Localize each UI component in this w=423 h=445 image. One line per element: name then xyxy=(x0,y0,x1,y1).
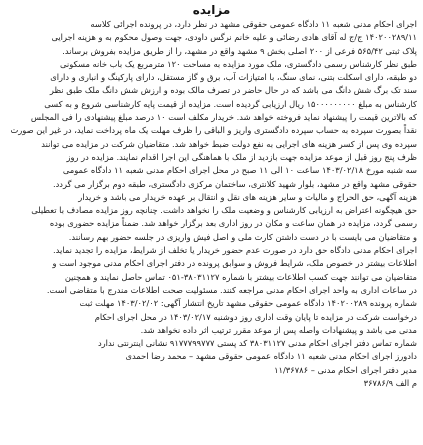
notice-line: اجرای احکام مدنی شعبه ۱۱ دادگاه عمومی حقوقی مشهد در نظر دارد، در پرونده اجرائی کلاسه xyxy=(90,19,417,29)
notice-line: هزینه آگهی، حق الحراج و مالیات و سایر هزینه های نقل و انتقال بر عهده خریدار می باشد و خریدار xyxy=(78,191,417,202)
notice-line: دادورز اجرای احکام مدنی شعبه ۱۱ دادگاه عمومی حقوقی مشهد – محمد رضا احمدی xyxy=(125,351,417,362)
notice-line: درخواست شرکت در مزایده تا پایان وقت اداری روز دوشنبه ۱۴۰۳/۰۲/۱۷ در محل اجرای احکام xyxy=(94,311,417,322)
notice-line: طبق نظر کارشناس رسمی دادگستری، ملک مورد مزایده به مساحت ۱۲۰ مترمربع یک باب خانه مسکونی xyxy=(59,58,417,69)
notice-line: در ساعات اداری به واحد اجرای احکام مدنی مراجعه کنند. مسئولیت صحت اطلاعات مندرج با متقاضی است. xyxy=(46,284,417,295)
notice-line: و متقاضیان می بایست با در دست داشتن کارت ملی و اصل فیش واریزی در جلسه حضور بهم رسانند. xyxy=(68,231,417,242)
notice-line: م الف ۳۶۷۸۶/۹ xyxy=(363,378,417,389)
notice-line: شماره پرونده ۱۴۰۲۰۰۲۸۹ دادگاه عمومی حقوقی مشهد تاریخ انتشار آگهی: ۱۴۰۳/۰۲/۰۲ مهلت ثبت xyxy=(79,298,417,309)
notice-line: حقوقی مشهد واقع در مشهد، بلوار شهید کلانتری، ساختمان مرکزی دادگستری، طبقه دوم برگزار می گردد. xyxy=(52,178,417,189)
notice-line: اطلاعات بیشتر در خصوص ملک، شرایط فروش و سوابق پرونده در دفتر اجرای احکام مدنی موجود است و xyxy=(52,258,417,269)
notice-line: سه شنبه مورخ ۱۴۰۳/۰۲/۱۸ ساعت ۱۰ الی ۱۱ صبح در محل اجرای احکام مدنی شعبه ۱۱ دادگاه عمومی xyxy=(62,165,417,176)
notice-line: سند تک برگ شش دانگ می باشد که در حال حاضر در تصرف مالک بوده و ارزش شش دانگ ملک طبق نظر xyxy=(49,85,417,96)
notice-line: ۱۴۰۲۰۰۲۸۹/۱۱ ج/ج له آقای هادی رضائی و علیه خانم نرگس داودی، جهت وصول محکوم به و هزینه اجرایی xyxy=(51,32,417,43)
notice-line: کارشناس به مبلغ ۱۵۰۰۰۰۰۰۰۰۰ ریال ارزیابی گردیده است. مزایده از قیمت پایه کارشناسی شروع و به کسی xyxy=(44,98,417,109)
notice-line: رسمی گردد، مزایده در همان ساعت و مکان در روز اداری بعد برگزار خواهد شد. ضمناً مزایده حضوری بوده xyxy=(49,218,417,229)
notice-line: ظرف پنج روز قبل از موعد مزایده جهت بازدید از ملک با هماهنگی این اجرا اقدام نمایند. مزایده در روز xyxy=(66,151,417,162)
notice-line: که بالاترین قیمت را پیشنهاد نماید فروخته خواهد شد. خریدار مکلف است ۱۰ درصد مبلغ پیشنهادی را فی المجلس xyxy=(30,112,417,123)
notice-line: حق هیچگونه اعتراض به ارزیابی کارشناس و وضعیت ملک را نخواهد داشت. چنانچه روز مزایده مصادف با تعطیلی xyxy=(31,205,417,216)
notice-title: مزایده xyxy=(192,3,231,17)
notice-line: شماره تماس دفتر اجرای احکام مدنی ۳۸۰۳۱۱۲۷ کد پستی ۹۱۷۷۷۹۹۷۷۷ نشانی اینترنتی ندارد xyxy=(97,338,417,349)
notice-line: متقاضیان می توانند جهت کسب اطلاعات بیشتر با شماره ۳۸۰۳۱۱۲۷-۰۵۱ تماس حاصل نمایند و همچنین xyxy=(64,271,417,282)
notice-line: نقداً بصورت سپرده به حساب سپرده دادگستری واریز و الباقی را ظرف مهلت یک ماه پرداخت نماید، در غیر این صورت xyxy=(10,125,417,136)
notice-line: مدنی می باشد و پیشنهادات واصله پس از موعد مقرر ترتیب اثر داده نخواهد شد. xyxy=(140,324,417,335)
notice-line: مدیر دفتر اجرای احکام مدنی – ۱۱/۳۶۷۸۶ xyxy=(274,364,417,375)
notice-line: دو طبقه، دارای اسکلت بتنی، نمای سنگ، با امتیازات آب، برق و گاز مستقل، دارای پارکینگ و انباری و دارای xyxy=(50,72,417,83)
notice-body xyxy=(6,18,417,390)
notice-line: اجرای احکام مدنی دادگاه حق دارد در صورت عدم حضور خریدار یا تخلف از شرایط، مزایده را تجدید نماید. xyxy=(53,245,417,256)
notice-line: پلاک ثبتی ۵۶۵/۴۲ فرعی از ۲۰۰ اصلی بخش ۹ مشهد واقع در مشهد، را از طریق مزایده بفروش برساند. xyxy=(62,45,417,56)
notice-line: سپرده وی پس از کسر هزینه های اجرایی به نفع دولت ضبط خواهد شد. متقاضیان شرکت در مزایده می توانند xyxy=(41,138,417,149)
